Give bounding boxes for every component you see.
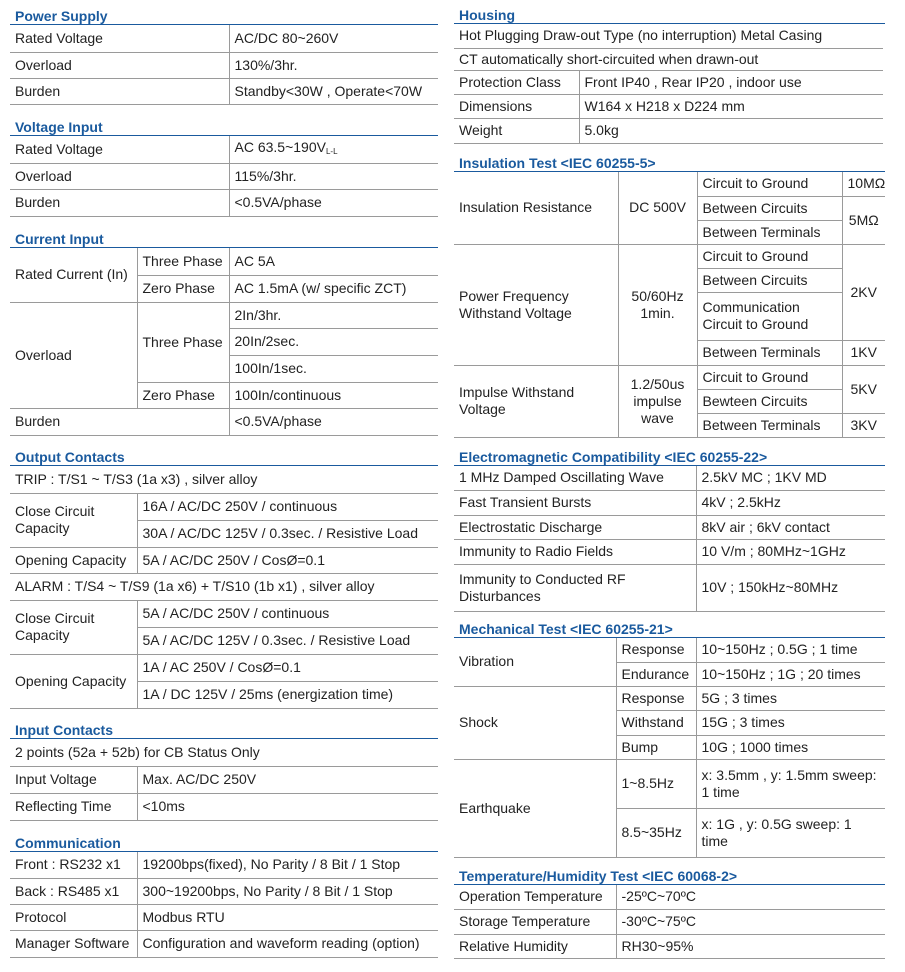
test-label: Immunity to Conducted RF Disturbances (454, 564, 696, 611)
test-item: Communication Circuit to Ground (697, 292, 842, 340)
test-label: Electrostatic Discharge (454, 515, 696, 539)
table-row (10, 163, 438, 189)
spec-label: Rated Current (In) (10, 248, 137, 302)
table-row (454, 70, 883, 94)
line-to-line-subscript: L-L (325, 146, 338, 156)
spec-label: Burden (10, 189, 229, 216)
test-value: 5G ; 3 times (696, 686, 885, 710)
table-row (10, 189, 438, 216)
table-row (10, 600, 438, 627)
section-title: Output Contacts (15, 449, 125, 465)
spec-value: AC/DC 80~260V (229, 25, 438, 52)
section-title: Housing (459, 7, 515, 23)
test-value: 10~150Hz ; 1G ; 20 times (696, 662, 885, 686)
input-contacts-table (10, 739, 438, 821)
table-row (454, 539, 885, 564)
table-row (454, 490, 885, 515)
table-row (454, 759, 885, 808)
test-value: 5KV (842, 365, 885, 413)
spec-label: Burden (10, 78, 229, 104)
spec-value: 30A / AC/DC 125V / 0.3sec. / Resistive Load (137, 520, 438, 547)
spec-value: W164 x H218 x D224 mm (579, 94, 883, 118)
test-value: 4kV ; 2.5kHz (696, 490, 885, 515)
test-mode: Endurance (616, 662, 696, 686)
spec-label: Back : RS485 x1 (10, 878, 137, 904)
table-row (10, 878, 438, 904)
section-title: Communication (15, 835, 121, 851)
spec-label: Opening Capacity (10, 547, 137, 573)
test-label: Impulse Withstand Voltage (454, 365, 618, 437)
table-row (10, 766, 438, 793)
spec-label: Dimensions (454, 94, 579, 118)
spec-label: Close Circuit Capacity (10, 600, 137, 654)
test-label: Storage Temperature (454, 909, 616, 934)
mechanical-test-table (454, 638, 885, 858)
spec-value: Configuration and waveform reading (option) (137, 930, 438, 957)
spec-label: Overload (10, 163, 229, 189)
table-row (454, 564, 885, 611)
table-row (10, 493, 438, 520)
test-item: Between Terminals (697, 340, 842, 365)
spec-label: Weight (454, 118, 579, 143)
spec-value: 16A / AC/DC 250V / continuous (137, 493, 438, 520)
spec-value: 100In/1sec. (229, 355, 438, 382)
spec-value: 115%/3hr. (229, 163, 438, 189)
table-row (454, 515, 885, 539)
spec-label: Overload (10, 52, 229, 78)
table-row (454, 48, 883, 70)
test-value: 2KV (842, 244, 885, 340)
test-label: Vibration (454, 638, 616, 686)
rated-voltage-value: AC 63.5~190V (234, 138, 326, 155)
test-value: 15G ; 3 times (696, 710, 885, 735)
spec-value: 5A / AC/DC 125V / 0.3sec. / Resistive Load (137, 627, 438, 654)
test-item: Circuit to Ground (697, 244, 842, 268)
table-row (454, 118, 883, 143)
test-label: Shock (454, 686, 616, 759)
test-value: 10V ; 150kHz~80MHz (696, 564, 885, 611)
spec-value: <10ms (137, 793, 438, 820)
spec-value: 19200bps(fixed), No Parity / 8 Bit / 1 Stop (137, 852, 438, 878)
test-value: 10~150Hz ; 0.5G ; 1 time (696, 638, 885, 662)
spec-label: Overload (10, 302, 137, 408)
spec-label: Manager Software (10, 930, 137, 957)
test-mode: Response (616, 638, 696, 662)
housing-table (454, 24, 883, 144)
spec-label: Rated Voltage (10, 25, 229, 52)
power-supply-table (10, 25, 438, 105)
test-condition: DC 500V (618, 172, 697, 244)
test-condition: 50/60Hz 1min. (618, 244, 697, 365)
phase-label: Zero Phase (137, 382, 229, 408)
phase-label: Zero Phase (137, 275, 229, 302)
section-title: Insulation Test <IEC 60255-5> (459, 155, 656, 171)
test-label: Fast Transient Bursts (454, 490, 696, 515)
test-value: 2.5kV MC ; 1KV MD (696, 466, 885, 490)
test-item: Between Terminals (697, 413, 842, 437)
test-label: 1 MHz Damped Oscillating Wave (454, 466, 696, 490)
table-row (10, 78, 438, 104)
voltage-input-table (10, 136, 438, 217)
test-item: Bewteen Circuits (697, 389, 842, 413)
contact-header: ALARM : T/S4 ~ T/S9 (1a x6) + T/S10 (1b x1) , silver alloy (10, 573, 438, 600)
table-row (10, 904, 438, 930)
spec-label: Protocol (10, 904, 137, 930)
table-row (454, 244, 885, 268)
test-value: -25ºC~70ºC (616, 885, 885, 909)
test-value: 3KV (842, 413, 885, 437)
spec-note: Hot Plugging Draw-out Type (no interruption) Metal Casing (454, 24, 883, 48)
temperature-humidity-table (454, 885, 885, 959)
spec-label: Rated Voltage (10, 136, 229, 163)
spec-value: <0.5VA/phase (229, 189, 438, 216)
spec-label: Close Circuit Capacity (10, 493, 137, 547)
table-row (10, 466, 438, 493)
section-title: Input Contacts (15, 722, 113, 738)
test-condition: 1.2/50us impulse wave (618, 365, 697, 437)
test-label: Insulation Resistance (454, 172, 618, 244)
spec-value: AC 5A (229, 248, 438, 275)
spec-value: 1A / DC 125V / 25ms (energization time) (137, 681, 438, 708)
spec-value: 5.0kg (579, 118, 883, 143)
table-row (10, 654, 438, 681)
spec-value: 130%/3hr. (229, 52, 438, 78)
table-row (10, 52, 438, 78)
spec-value: <0.5VA/phase (229, 408, 438, 435)
table-row (10, 852, 438, 878)
test-value: 1KV (842, 340, 885, 365)
test-item: Circuit to Ground (697, 172, 842, 196)
table-row (10, 25, 438, 52)
spec-value: 20In/2sec. (229, 328, 438, 355)
phase-label: Three Phase (137, 302, 229, 382)
table-row (10, 573, 438, 600)
test-value: -30ºC~75ºC (616, 909, 885, 934)
test-item: Between Circuits (697, 268, 842, 292)
table-row (454, 638, 885, 662)
test-item: Between Circuits (697, 196, 842, 220)
contact-header: 2 points (52a + 52b) for CB Status Only (10, 739, 438, 766)
table-row (454, 94, 883, 118)
table-row (10, 408, 438, 435)
spec-value: Modbus RTU (137, 904, 438, 930)
table-row (454, 934, 885, 958)
communication-table (10, 852, 438, 958)
test-value: 5MΩ (842, 196, 885, 244)
spec-value: 2In/3hr. (229, 302, 438, 328)
table-row (10, 930, 438, 957)
section-title: Temperature/Humidity Test <IEC 60068-2> (459, 868, 738, 884)
test-item: Circuit to Ground (697, 365, 842, 389)
spec-value: 300~19200bps, No Parity / 8 Bit / 1 Stop (137, 878, 438, 904)
spec-value: Standby<30W , Operate<70W (229, 78, 438, 104)
spec-label: Reflecting Time (10, 793, 137, 820)
table-row (454, 172, 885, 196)
spec-value: 5A / AC/DC 250V / continuous (137, 600, 438, 627)
table-row (10, 136, 438, 163)
spec-value: 1A / AC 250V / CosØ=0.1 (137, 654, 438, 681)
test-label: Earthquake (454, 759, 616, 857)
table-row (10, 793, 438, 820)
section-title: Electromagnetic Compatibility <IEC 60255-22> (459, 449, 768, 465)
test-value: 10G ; 1000 times (696, 735, 885, 759)
section-title: Voltage Input (15, 119, 103, 135)
spec-value: 5A / AC/DC 250V / CosØ=0.1 (137, 547, 438, 573)
test-mode: 1~8.5Hz (616, 759, 696, 808)
test-mode: Response (616, 686, 696, 710)
test-label: Power Frequency Withstand Voltage (454, 244, 618, 365)
spec-value: Front IP40 , Rear IP20 , indoor use (579, 70, 883, 94)
test-value: x: 1G , y: 0.5G sweep: 1 time (696, 808, 885, 857)
table-row (454, 885, 885, 909)
section-title: Mechanical Test <IEC 60255-21> (459, 621, 673, 637)
test-mode: 8.5~35Hz (616, 808, 696, 857)
section-title: Power Supply (15, 8, 108, 24)
spec-value: 100In/continuous (229, 382, 438, 408)
spec-label: Protection Class (454, 70, 579, 94)
output-contacts-table (10, 466, 438, 709)
table-row (454, 365, 885, 389)
test-label: Relative Humidity (454, 934, 616, 958)
emc-table (454, 466, 885, 612)
spec-label: Input Voltage (10, 766, 137, 793)
table-row (10, 302, 438, 328)
test-mode: Withstand (616, 710, 696, 735)
table-row (454, 909, 885, 934)
test-item: Between Terminals (697, 220, 842, 244)
spec-note: CT automatically short-circuited when drawn-out (454, 48, 883, 70)
current-input-table (10, 248, 438, 436)
test-value: 10MΩ (842, 172, 885, 196)
test-value: RH30~95% (616, 934, 885, 958)
test-label: Immunity to Radio Fields (454, 539, 696, 564)
phase-label: Three Phase (137, 248, 229, 275)
table-row (10, 739, 438, 766)
spec-label: Burden (10, 408, 229, 435)
table-row (454, 24, 883, 48)
spec-value: AC 1.5mA (w/ specific ZCT) (229, 275, 438, 302)
contact-header: TRIP : T/S1 ~ T/S3 (1a x3) , silver alloy (10, 466, 438, 493)
spec-value: Max. AC/DC 250V (137, 766, 438, 793)
table-row (10, 547, 438, 573)
test-value: x: 3.5mm , y: 1.5mm sweep: 1 time (696, 759, 885, 808)
spec-label: Front : RS232 x1 (10, 852, 137, 878)
insulation-test-table (454, 172, 885, 438)
spec-value (229, 136, 438, 163)
table-row (10, 248, 438, 275)
test-mode: Bump (616, 735, 696, 759)
table-row (454, 466, 885, 490)
table-row (454, 686, 885, 710)
section-title: Current Input (15, 231, 104, 247)
test-value: 10 V/m ; 80MHz~1GHz (696, 539, 885, 564)
test-label: Operation Temperature (454, 885, 616, 909)
spec-label: Opening Capacity (10, 654, 137, 708)
test-value: 8kV air ; 6kV contact (696, 515, 885, 539)
